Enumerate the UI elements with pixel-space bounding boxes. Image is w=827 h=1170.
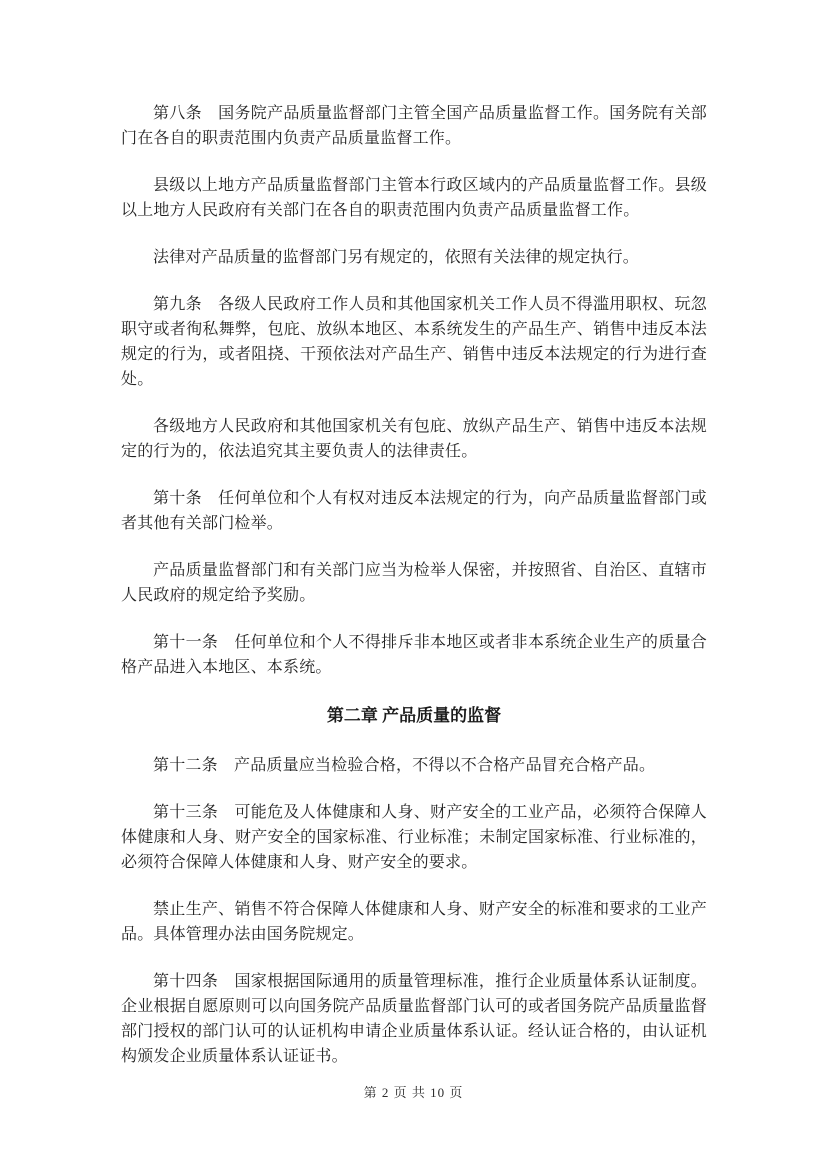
paragraph-article-13: 第十三条 可能危及人体健康和人身、财产安全的工业产品，必须符合保障人体健康和人身、财产安全的国家标准、行业标准；未制定国家标准、行业标准的，必须符合保障人体健康和人身、财产安全的要求。 xyxy=(121,804,707,871)
paragraph-article-10: 第十条 任何单位和个人有权对违反本法规定的行为，向产品质量监督部门或者其他有关部门检举。 xyxy=(121,490,707,532)
page-number-footer: 第 2 页 共 10 页 xyxy=(363,1085,464,1100)
paragraph-article-10-cont: 产品质量监督部门和有关部门应当为检举人保密，并按照省、自治区、直辖市人民政府的规定给予奖励。 xyxy=(121,562,707,604)
paragraph-article-8: 第八条 国务院产品质量监督部门主管全国产品质量监督工作。国务院有关部门在各自的职责范围内负责产品质量监督工作。 xyxy=(121,105,707,147)
paragraph-article-8-cont: 县级以上地方产品质量监督部门主管本行政区域内的产品质量监督工作。县级以上地方人民政府有关部门在各自的职责范围内负责产品质量监督工作。 xyxy=(121,177,707,219)
paragraph-article-11: 第十一条 任何单位和个人不得排斥非本地区或者非本系统企业生产的质量合格产品进入本地区、本系统。 xyxy=(121,634,707,676)
chapter-heading: 第二章 产品质量的监督 xyxy=(326,706,502,725)
document-body xyxy=(121,101,707,1091)
paragraph-article-12: 第十二条 产品质量应当检验合格，不得以不合格产品冒充合格产品。 xyxy=(153,757,656,774)
paragraph-article-9-cont: 各级地方人民政府和其他国家机关有包庇、放纵产品生产、销售中违反本法规定的行为的，依法追究其主要负责人的法律责任。 xyxy=(121,418,707,460)
paragraph-article-13-cont: 禁止生产、销售不符合保障人体健康和人身、财产安全的标准和要求的工业产品。具体管理办法由国务院规定。 xyxy=(121,901,707,943)
paragraph-article-9: 第九条 各级人民政府工作人员和其他国家机关工作人员不得滥用职权、玩忽职守或者徇私舞弊，包庇、放纵本地区、本系统发生的产品生产、销售中违反本法规定的行为，或者阻挠、干预依法对产品生产、销售中违反本法规定的行为进行查处。 xyxy=(121,296,707,388)
paragraph-article-8-cont-2: 法律对产品质量的监督部门另有规定的，依照有关法律的规定执行。 xyxy=(153,249,640,266)
paragraph-article-14: 第十四条 国家根据国际通用的质量管理标准，推行企业质量体系认证制度。企业根据自愿原则可以向国务院产品质量监督部门认可的或者国务院产品质量监督部门授权的部门认可的认证机构申请企业质量体系认证。经认证合格的，由认证机构颁发企业质量体系认证证书。 xyxy=(121,973,707,1065)
